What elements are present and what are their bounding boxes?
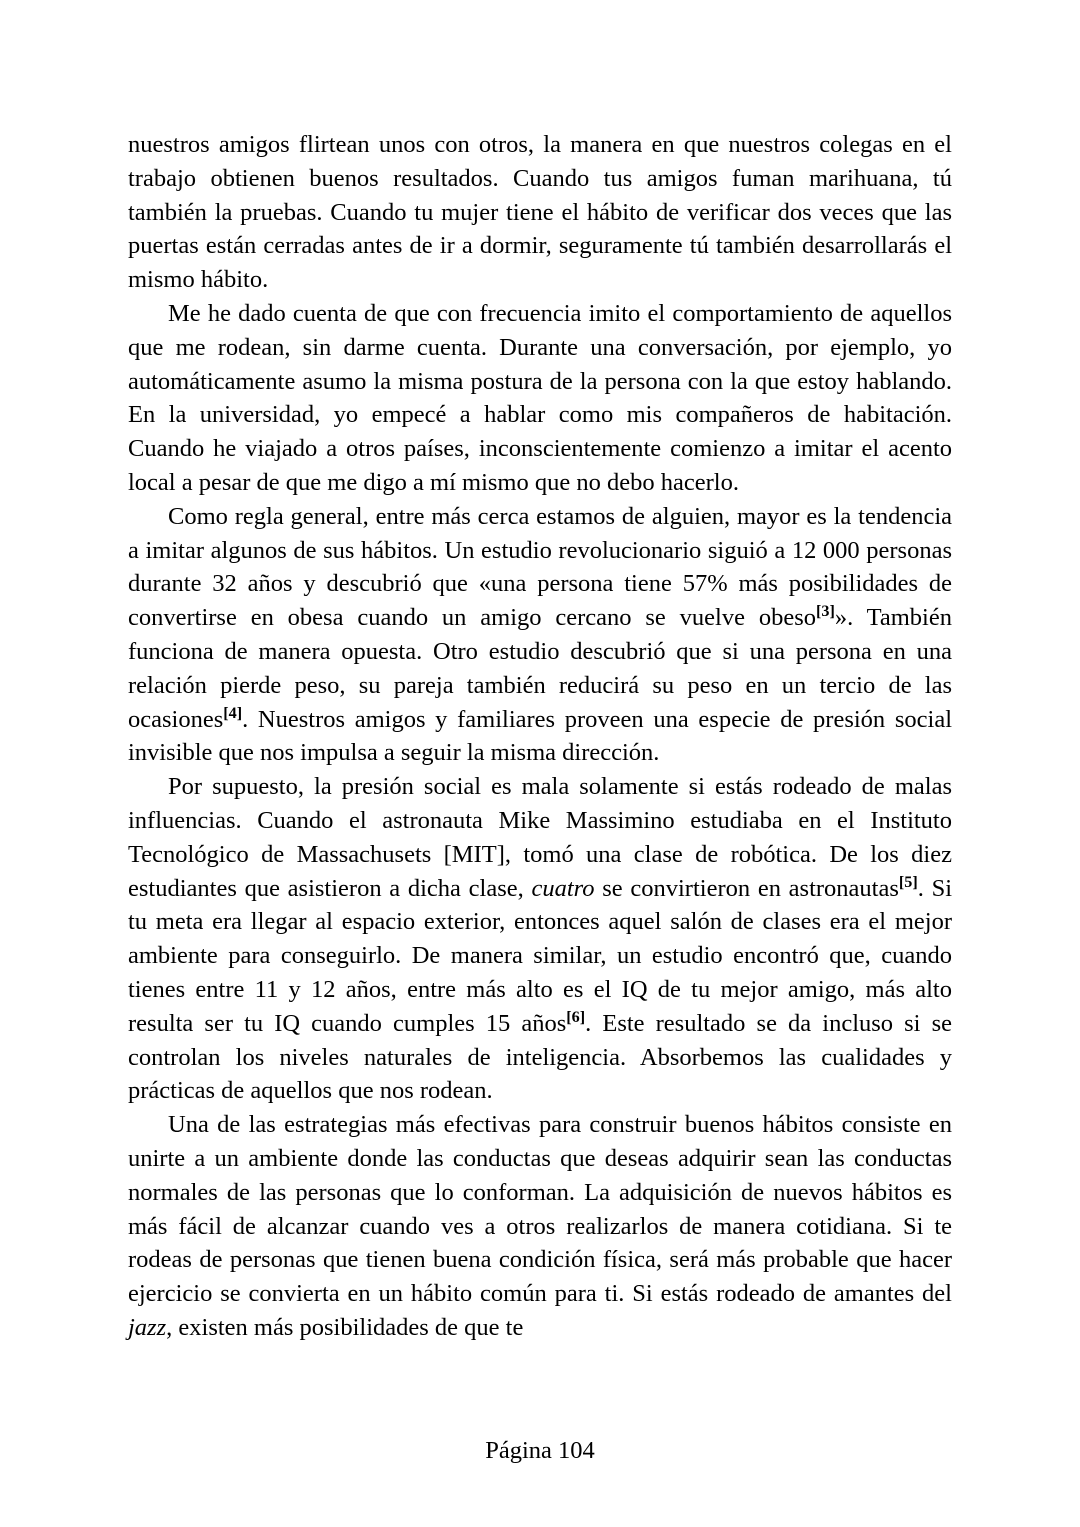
footnote-reference[interactable]: [3] [815, 603, 835, 620]
footnote-reference[interactable]: [6] [566, 1008, 586, 1026]
text-run: Me he dado cuenta de que con frecuencia imito el comportamiento de aquellos que me rodean, sin darme cuenta. Durante una conversación, por ejemplo, yo automáticamente asumo la misma postura de la persona con la que estoy hablando. En la universidad, yo empecé a hablar como mis compañeros de habitación. Cuando he viajado a otros países, inconscientemente comienzo a imitar el acento local a pesar de que me digo a mí mismo que no debo hacerlo. [128, 299, 952, 496]
text-run: ». También funciona de manera opuesta. Otro estudio descubrió que si una persona en una relación pierde peso, su pareja también reducirá su peso en un tercio de las ocasiones [128, 604, 952, 733]
emphasis-text: cuatro [531, 874, 595, 902]
footnote-reference[interactable]: [4] [223, 704, 243, 722]
text-run: se convirtieron en astronautas [594, 874, 899, 902]
paragraph [128, 770, 952, 1108]
text-run: nuestros amigos flirtean unos con otros, la manera en que nuestros colegas en el trabajo obtienen buenos resultados. Cuando tus amigos fuman marihuana, tú también la pruebas. Cuando tu mujer tiene el hábito de verificar dos veces que las puertas están cerradas antes de ir a dormir, seguramente tú también desarrollarás el mismo hábito. [128, 131, 952, 294]
emphasis-text: jazz [128, 1313, 167, 1341]
text-run: , existen más posibilidades de que te [166, 1313, 524, 1341]
body-text [128, 128, 952, 1345]
footnote-reference[interactable]: [5] [898, 873, 918, 891]
text-run: . Si tu meta era llegar al espacio exterior, entonces aquel salón de clases era el mejor ambiente para conseguirlo. De manera similar, un estudio encontró que, cuando tienes entre 11 y 12 años, entre más alto es el IQ de tu mejor amigo, más alto resulta ser tu IQ cuando cumples 15 años [128, 874, 953, 1037]
text-run: Como regla general, entre más cerca estamos de alguien, mayor es la tendencia a imitar algunos de sus hábitos. Un estudio revolucionario siguió a 12 000 personas durante 32 años y descubrió que «una persona tiene 57% más posibilidades de convertirse en obesa cuando un amigo cercano se vuelve obeso [128, 502, 952, 632]
text-run: Una de las estrategias más efectivas para construir buenos hábitos consiste en unirte a un ambiente donde las conductas que deseas adquirir sean las conductas normales de las personas que lo conforman. La adquisición de nuevos hábitos es más fácil de alcanzar cuando ves a otros realizarlos de manera cotidiana. Si te rodeas de personas que tienen buena condición física, será más probable que hacer ejercicio se convierta en un hábito común para ti. Si estás rodeado de amantes del [128, 1111, 952, 1308]
paragraph [128, 1108, 952, 1345]
text-run: . Nuestros amigos y familiares proveen una especie de presión social invisible que nos impulsa a seguir la misma dirección. [128, 705, 952, 767]
text-run: . Este resultado se da incluso si se controlan los niveles naturales de inteligencia. Absorbemos las cualidades y prácticas de aquellos que nos rodean. [128, 1009, 952, 1105]
paragraph [128, 128, 952, 297]
paragraph [128, 500, 952, 770]
page-footer: Página 104 [485, 1437, 595, 1464]
text-run: Por supuesto, la presión social es mala solamente si estás rodeado de malas influencias. Cuando el astronauta Mike Massimino estudiaba en el Instituto Tecnológico de Massachusets [MIT], tomó una clase de robótica. De los diez estudiantes que asistieron a dicha clase, [128, 773, 952, 902]
paragraph [128, 297, 952, 500]
